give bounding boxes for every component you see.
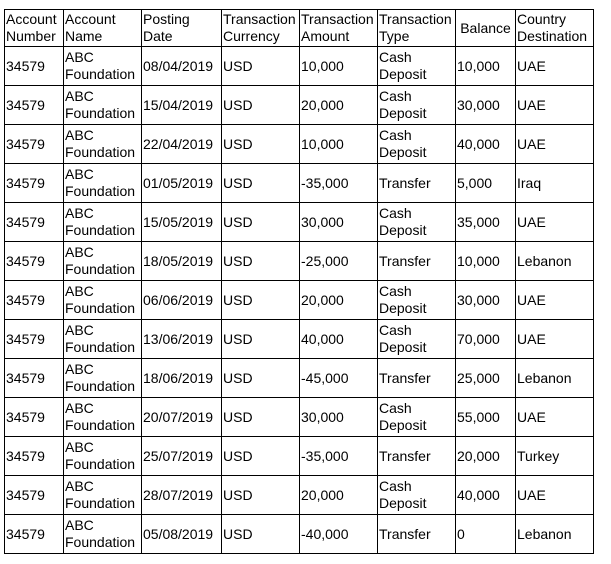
type-cell-line: Cash: [379, 283, 412, 299]
type-cell-line: Transfer: [379, 447, 431, 464]
account-number-cell: 34579: [5, 515, 64, 554]
account-name-cell-line: Foundation: [65, 456, 136, 472]
account-name-cell-line: Foundation: [65, 339, 136, 355]
table-row: [5, 86, 594, 125]
posting-date-cell: 25/07/2019: [142, 437, 222, 476]
table-row: [5, 281, 594, 320]
balance-cell: 35,000: [456, 203, 516, 242]
currency-cell: USD: [222, 320, 300, 359]
amount-cell: -35,000: [300, 164, 378, 203]
type-cell: [378, 437, 456, 476]
currency-cell: USD: [222, 281, 300, 320]
posting-date-cell: 28/07/2019: [142, 476, 222, 515]
balance-cell: 40,000: [456, 125, 516, 164]
account-name-cell: [64, 47, 142, 86]
posting-date-cell: 05/08/2019: [142, 515, 222, 554]
header-label-line: Account: [65, 11, 116, 27]
type-cell: [378, 125, 456, 164]
balance-cell: 5,000: [456, 164, 516, 203]
account-name-cell: [64, 164, 142, 203]
account-name-cell-line: Foundation: [65, 66, 136, 82]
header-label-line: Posting: [143, 11, 190, 27]
account-number-cell: 34579: [5, 86, 64, 125]
header-label-line: Name: [65, 28, 103, 44]
type-cell: [378, 203, 456, 242]
destination-cell: UAE: [516, 398, 594, 437]
type-cell-line: Transfer: [379, 525, 431, 542]
balance-cell: 55,000: [456, 398, 516, 437]
account-name-cell: [64, 515, 142, 554]
type-cell-line: Cash: [379, 127, 412, 143]
account-name-cell-line: ABC: [65, 88, 94, 104]
account-number-cell: 34579: [5, 476, 64, 515]
account-number-cell: 34579: [5, 359, 64, 398]
table-row: [5, 164, 594, 203]
type-cell-line: Cash: [379, 400, 412, 416]
destination-cell: UAE: [516, 281, 594, 320]
type-cell-line: Transfer: [379, 252, 431, 269]
account-name-cell-line: ABC: [65, 322, 94, 338]
header-label-line: Country: [517, 11, 567, 27]
account-number-cell: 34579: [5, 242, 64, 281]
account-name-cell-line: Foundation: [65, 378, 136, 394]
account-name-cell: [64, 125, 142, 164]
destination-cell: Turkey: [516, 437, 594, 476]
account-name-cell-line: Foundation: [65, 417, 136, 433]
header-label-line: Transaction: [223, 11, 296, 27]
account-name-cell-line: ABC: [65, 49, 94, 65]
amount-cell: 10,000: [300, 47, 378, 86]
table-row: [5, 47, 594, 86]
account-name-cell: [64, 437, 142, 476]
currency-cell: USD: [222, 203, 300, 242]
type-header: [378, 10, 456, 47]
type-cell-line: Cash: [379, 478, 412, 494]
amount-cell: 20,000: [300, 86, 378, 125]
balance-cell: 30,000: [456, 86, 516, 125]
account-name-cell: [64, 86, 142, 125]
posting-date-cell: 18/05/2019: [142, 242, 222, 281]
balance-cell: 10,000: [456, 242, 516, 281]
account-name-cell-line: Foundation: [65, 300, 136, 316]
account-name-cell-line: Foundation: [65, 261, 136, 277]
posting-date-cell: 15/04/2019: [142, 86, 222, 125]
destination-cell: UAE: [516, 86, 594, 125]
type-cell-line: Transfer: [379, 174, 431, 191]
destination-cell: Iraq: [516, 164, 594, 203]
table-row: [5, 476, 594, 515]
account-name-cell: [64, 398, 142, 437]
transactions-table: [4, 9, 594, 554]
posting-date-cell: 22/04/2019: [142, 125, 222, 164]
header-label-line: Account: [6, 11, 57, 27]
currency-cell: USD: [222, 164, 300, 203]
amount-cell: 30,000: [300, 203, 378, 242]
account-number-cell: 34579: [5, 281, 64, 320]
type-cell-line: Deposit: [379, 300, 427, 316]
destination-cell: Lebanon: [516, 359, 594, 398]
account-name-cell: [64, 320, 142, 359]
account-name-cell: [64, 281, 142, 320]
account-name-cell-line: Foundation: [65, 183, 136, 199]
balance-cell: 30,000: [456, 281, 516, 320]
type-cell-line: Deposit: [379, 222, 427, 238]
currency-cell: USD: [222, 476, 300, 515]
balance-cell: 20,000: [456, 437, 516, 476]
amount-header: [300, 10, 378, 47]
currency-header: [222, 10, 300, 47]
table-row: [5, 515, 594, 554]
posting-date-cell: 18/06/2019: [142, 359, 222, 398]
type-cell: [378, 515, 456, 554]
table-body: [5, 47, 594, 554]
account-name-cell-line: ABC: [65, 517, 94, 533]
table-row: [5, 398, 594, 437]
type-cell: [378, 86, 456, 125]
posting-date-cell: 08/04/2019: [142, 47, 222, 86]
destination-cell: UAE: [516, 47, 594, 86]
currency-cell: USD: [222, 242, 300, 281]
type-cell-line: Deposit: [379, 105, 427, 121]
type-cell-line: Deposit: [379, 495, 427, 511]
table-row: [5, 359, 594, 398]
table-row: [5, 437, 594, 476]
account-name-cell-line: Foundation: [65, 144, 136, 160]
amount-cell: 20,000: [300, 281, 378, 320]
account-name-cell-line: ABC: [65, 439, 94, 455]
account-number-header: [5, 10, 64, 47]
account-name-cell-line: ABC: [65, 166, 94, 182]
type-cell-line: Cash: [379, 49, 412, 65]
header-label-line: Destination: [517, 28, 588, 44]
account-number-cell: 34579: [5, 47, 64, 86]
account-name-cell: [64, 203, 142, 242]
account-name-cell-line: Foundation: [65, 105, 136, 121]
destination-cell: Lebanon: [516, 242, 594, 281]
account-name-cell-line: ABC: [65, 361, 94, 377]
destination-cell: UAE: [516, 320, 594, 359]
header-label-line: Date: [143, 28, 173, 44]
header-label-line: Currency: [223, 28, 280, 44]
balance-header: [456, 10, 516, 47]
destination-header: [516, 10, 594, 47]
balance-cell: 0: [456, 515, 516, 554]
table-row: [5, 242, 594, 281]
type-cell: [378, 242, 456, 281]
amount-cell: 10,000: [300, 125, 378, 164]
account-name-cell-line: ABC: [65, 127, 94, 143]
currency-cell: USD: [222, 86, 300, 125]
account-number-cell: 34579: [5, 437, 64, 476]
account-name-cell-line: ABC: [65, 400, 94, 416]
account-name-cell-line: Foundation: [65, 222, 136, 238]
account-name-cell: [64, 359, 142, 398]
amount-cell: -25,000: [300, 242, 378, 281]
type-cell: [378, 359, 456, 398]
account-name-header: [64, 10, 142, 47]
currency-cell: USD: [222, 398, 300, 437]
posting-date-cell: 01/05/2019: [142, 164, 222, 203]
posting-date-cell: 13/06/2019: [142, 320, 222, 359]
type-cell-line: Deposit: [379, 66, 427, 82]
account-number-cell: 34579: [5, 398, 64, 437]
account-number-cell: 34579: [5, 320, 64, 359]
header-label-line: Transaction: [301, 11, 374, 27]
account-name-cell: [64, 476, 142, 515]
type-cell: [378, 47, 456, 86]
type-cell-line: Transfer: [379, 369, 431, 386]
balance-cell: 40,000: [456, 476, 516, 515]
posting-date-cell: 20/07/2019: [142, 398, 222, 437]
account-name-cell: [64, 242, 142, 281]
currency-cell: USD: [222, 47, 300, 86]
amount-cell: 30,000: [300, 398, 378, 437]
header-label-line: Amount: [301, 28, 350, 44]
type-cell-line: Cash: [379, 205, 412, 221]
type-cell-line: Cash: [379, 322, 412, 338]
table-row: [5, 125, 594, 164]
amount-cell: 40,000: [300, 320, 378, 359]
account-number-cell: 34579: [5, 164, 64, 203]
balance-cell: 70,000: [456, 320, 516, 359]
amount-cell: -45,000: [300, 359, 378, 398]
type-cell-line: Cash: [379, 88, 412, 104]
posting-date-header: [142, 10, 222, 47]
transactions-table-container: [4, 9, 594, 554]
destination-cell: UAE: [516, 476, 594, 515]
balance-cell: 25,000: [456, 359, 516, 398]
destination-cell: UAE: [516, 203, 594, 242]
posting-date-cell: 06/06/2019: [142, 281, 222, 320]
type-cell-line: Deposit: [379, 144, 427, 160]
header-label-line: Type: [379, 28, 410, 44]
account-number-cell: 34579: [5, 125, 64, 164]
account-number-cell: 34579: [5, 203, 64, 242]
type-cell: [378, 164, 456, 203]
account-name-cell-line: ABC: [65, 283, 94, 299]
destination-cell: UAE: [516, 125, 594, 164]
amount-cell: 20,000: [300, 476, 378, 515]
account-name-cell-line: Foundation: [65, 534, 136, 550]
header-label-line: Transaction: [379, 11, 452, 27]
destination-cell: Lebanon: [516, 515, 594, 554]
amount-cell: -35,000: [300, 437, 378, 476]
header-label-line: Number: [6, 28, 56, 44]
table-row: [5, 203, 594, 242]
account-name-cell-line: Foundation: [65, 495, 136, 511]
currency-cell: USD: [222, 359, 300, 398]
table-row: [5, 320, 594, 359]
type-cell: [378, 398, 456, 437]
type-cell-line: Deposit: [379, 417, 427, 433]
header-label-line: Balance: [460, 19, 511, 36]
type-cell-line: Deposit: [379, 339, 427, 355]
account-name-cell-line: ABC: [65, 244, 94, 260]
type-cell: [378, 281, 456, 320]
currency-cell: USD: [222, 437, 300, 476]
header-row: [5, 10, 594, 47]
currency-cell: USD: [222, 125, 300, 164]
balance-cell: 10,000: [456, 47, 516, 86]
amount-cell: -40,000: [300, 515, 378, 554]
type-cell: [378, 320, 456, 359]
posting-date-cell: 15/05/2019: [142, 203, 222, 242]
currency-cell: USD: [222, 515, 300, 554]
type-cell: [378, 476, 456, 515]
account-name-cell-line: ABC: [65, 478, 94, 494]
account-name-cell-line: ABC: [65, 205, 94, 221]
